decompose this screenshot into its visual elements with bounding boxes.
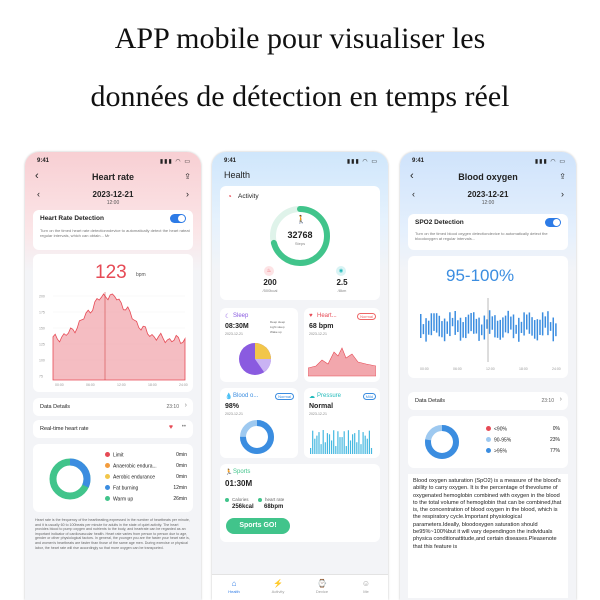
blood-oxygen-value: 98%	[225, 403, 240, 410]
heart-rate-value: 123	[95, 262, 127, 283]
pressure-value: Normal	[309, 403, 334, 410]
spo2-chart	[408, 296, 568, 376]
zone-label: Limit	[113, 452, 124, 459]
tab-health[interactable]: ⌂ Health	[212, 579, 256, 594]
heart-rate-chart	[33, 290, 193, 390]
legend-value: 0%	[552, 426, 560, 432]
tab-me[interactable]: ☺ Me	[344, 579, 388, 594]
tab-activity[interactable]: ⚡ Activity	[256, 579, 300, 594]
data-details-label: Data Details	[415, 398, 445, 404]
heart-date: 2023-12-21	[309, 332, 327, 336]
heart-rate-label: heart rate	[258, 497, 284, 502]
heart-status-badge: Normal	[357, 313, 376, 320]
status-icons: ▮▮▮ ◠ ▭	[159, 159, 191, 165]
status-time: 9:41	[224, 158, 237, 164]
heart-rate-description: Heart rate is the frequency of the heartbeating,expressed in the number of heartbeats per minute, and it is usually 60 to 100beats per minute for adults in the state of quiet activity. The heart provides blood to pump oxygen and nutrients to the body, and heartrate can be regarded as an important indicator of cardiovascular health. Heart rate varies from person to person due to age, gender or other physiological factors. In general, the younger you are the faster your heart rate is, and women's heartbeats are faster than those of the same age men. During exercise or physical labor, the heart rate will rise accordingly so that more oxygen can be transported.	[35, 518, 190, 550]
walking-icon: 🚶	[296, 215, 306, 224]
realtime-row[interactable]	[33, 420, 193, 438]
chevron-right-icon: ›	[559, 396, 562, 403]
spo2-legend-item	[486, 437, 560, 444]
heart-chart-card	[33, 254, 193, 392]
pressure-card[interactable]	[304, 388, 380, 458]
zone-item	[105, 463, 187, 470]
time-label: 12:00	[106, 200, 120, 206]
x-tick-label: 18:00	[519, 367, 528, 371]
health-screen	[212, 152, 388, 600]
heart-mini-chart	[308, 342, 376, 378]
zone-item	[105, 452, 187, 459]
spo2-detection-toggle[interactable]	[545, 218, 561, 227]
x-tick-label: 00:00	[55, 383, 64, 387]
user-icon: ☺	[361, 579, 371, 588]
zone-color-dot	[105, 463, 110, 468]
x-tick-label: 12:00	[486, 367, 495, 371]
y-tick-label: 150	[39, 326, 45, 331]
share-icon[interactable]: ⇪	[559, 172, 566, 181]
pressure-icon: ☁	[309, 394, 315, 400]
zone-value: 0min	[176, 452, 187, 458]
calories-value: 200	[263, 278, 277, 287]
location-icon: ◉	[336, 266, 346, 276]
x-tick-label: 00:00	[420, 367, 429, 371]
activity-label: Activity	[238, 193, 259, 200]
spo2-donut	[422, 422, 462, 462]
heart-icon: ♥	[309, 313, 313, 319]
activity-rings-icon: ◔	[227, 192, 232, 201]
legend-color-dot	[486, 426, 491, 431]
next-day-icon[interactable]: ›	[561, 189, 564, 199]
zone-label: Aerobic endurance	[113, 474, 155, 481]
zone-item	[105, 474, 187, 481]
blood-oxygen-date: 2023-12-21	[225, 412, 243, 416]
running-icon: 🏃	[225, 470, 233, 476]
tab-bar	[212, 574, 388, 600]
blood-oxygen-donut	[238, 418, 276, 456]
prev-day-icon[interactable]: ‹	[412, 189, 415, 199]
more-icon[interactable]: ••	[181, 424, 186, 430]
sleep-legend	[270, 320, 285, 335]
date-label: 2023-12-21	[92, 190, 134, 199]
distance-unit: /8km	[337, 288, 347, 293]
legend-value: 77%	[549, 448, 560, 454]
legend-light: Light sleep	[270, 325, 285, 329]
data-details-row[interactable]	[33, 398, 193, 416]
status-icons: ▮▮▮ ◠ ▭	[346, 159, 378, 165]
y-tick-label: 125	[39, 342, 45, 347]
sleep-duration: 08:30M	[225, 323, 249, 330]
legend-value: 23%	[549, 437, 560, 443]
legend-color-dot	[486, 448, 491, 453]
tab-device[interactable]: ⌚ Device	[300, 579, 344, 594]
pressure-mini-chart	[310, 426, 374, 454]
zone-label: Anaerobic endura...	[113, 463, 157, 470]
legend-color-dot	[486, 437, 491, 442]
back-icon[interactable]: ‹	[410, 170, 414, 182]
heart-value: 68 bpm	[309, 323, 334, 330]
spo2-legend-item	[486, 426, 560, 433]
next-day-icon[interactable]: ›	[186, 189, 189, 199]
x-tick-label: 06:00	[453, 367, 462, 371]
steps-unit: Steps	[294, 241, 306, 246]
heart-rate-screen	[25, 152, 201, 600]
heart-card[interactable]	[304, 308, 380, 382]
home-icon: ⌂	[231, 579, 237, 588]
spo2-distribution-card	[408, 416, 568, 468]
legend-wake: Wake up	[270, 330, 282, 334]
chevron-right-icon: ›	[184, 402, 187, 409]
sleep-title: Sleep	[233, 313, 249, 319]
zone-color-dot	[105, 474, 110, 479]
y-tick-label: 100	[39, 358, 45, 363]
legend-label: <90%	[494, 426, 507, 433]
x-tick-label: 06:00	[86, 383, 95, 387]
legend-label: >95%	[494, 448, 507, 455]
zone-item	[105, 485, 187, 492]
sleep-donut	[234, 338, 276, 380]
pressure-date: 2023-12-21	[309, 412, 327, 416]
sports-calories-value: 256kcal	[232, 504, 254, 510]
watch-icon: ⌚	[317, 579, 327, 588]
status-time: 9:41	[37, 158, 50, 164]
zone-card	[33, 444, 193, 512]
y-tick-label: 175	[39, 310, 45, 315]
spo2-value	[446, 266, 514, 286]
spo2-value-unit: %	[498, 266, 515, 285]
drop-icon: 💧	[225, 394, 233, 400]
sports-card[interactable]	[220, 464, 380, 542]
y-tick-label: 200	[39, 294, 45, 299]
back-icon[interactable]: ‹	[35, 170, 39, 182]
zone-donut	[47, 456, 93, 502]
spo2-legend-item	[486, 448, 560, 455]
distance-value: 2.5	[336, 278, 348, 287]
share-icon[interactable]: ⇪	[184, 172, 191, 181]
sleep-card[interactable]	[220, 308, 298, 382]
date-label: 2023-12-21	[467, 190, 509, 199]
activity-card[interactable]	[220, 186, 380, 300]
spo2-detection-card	[408, 214, 568, 250]
page-title: Heart rate	[91, 172, 135, 182]
zone-item	[105, 496, 187, 503]
y-tick-label: 75	[39, 374, 43, 379]
headline-line-1: APP mobile pour visualiser les	[114, 22, 486, 55]
zone-value: 12min	[173, 485, 187, 491]
sleep-date: 2023-12-21	[225, 332, 243, 336]
calories-unit: /500kcal	[262, 288, 278, 293]
steps-value: 32768	[287, 230, 313, 240]
sports-duration: 01:30M	[225, 479, 253, 488]
heart-title: Heart...	[317, 313, 337, 319]
detection-card	[33, 210, 193, 250]
x-tick-label: 18:00	[148, 383, 157, 387]
moon-icon: ☾	[225, 314, 231, 320]
data-details-label: Data Details	[40, 404, 70, 410]
detection-desc: Turn on the timed heart rate detectionndevice to automatically detect the heart rateat regular intervals, which can obtain... Mr	[40, 228, 190, 238]
spo2-description: Blood oxygen saturation (SpO2) is a measure of the blood's ability to carry oxygen. It is the percentage of thevolume of oxygenated hemoglobin combined with oxygen in the blood to the total volume of hemoglobin that can be combined,that is, the concentration of blood oxygen in the blood, which is the respiratory cycle.Important physiological parameters.Ideally, bloodoxygen saturation should be95%~100%but it will vary dependingon the individuals physica conditionattitude,and certain diseases.Pleasenote that this feature is	[408, 474, 568, 598]
pressure-title: Pressure	[317, 393, 342, 399]
status-time: 9:41	[412, 158, 425, 164]
blood-oxygen-card[interactable]	[220, 388, 298, 458]
zone-value: 0min	[176, 463, 187, 469]
activity-icon: ⚡	[273, 579, 283, 588]
detection-toggle[interactable]	[170, 214, 186, 223]
heart-rate-unit: bpm	[136, 272, 146, 278]
heart-icon: ♥	[168, 424, 173, 431]
zone-color-dot	[105, 485, 110, 490]
zone-value: 26min	[173, 496, 187, 502]
flame-icon: ♨	[264, 266, 274, 276]
x-tick-label: 24:00	[552, 367, 561, 371]
spo2-value-number: 95-100	[446, 266, 499, 285]
blood-oxygen-badge: Normal	[275, 393, 294, 400]
data-details-row[interactable]	[408, 392, 568, 410]
x-tick-label: 12:00	[117, 383, 126, 387]
calories-label: Calories	[225, 497, 249, 502]
x-tick-label: 24:00	[179, 383, 188, 387]
spo2-detection-desc: Turn on the timed blood oxygen detectiondevice to automatically detect the bloodoxygen at regular intervals...	[415, 231, 548, 241]
zone-label: Warm up	[113, 496, 134, 503]
zone-color-dot	[105, 496, 110, 501]
legend-deep: Deep sleep	[270, 320, 286, 324]
spo2-detection-title: SPO2 Detection	[415, 219, 464, 226]
blood-oxygen-title: Blood o...	[233, 393, 259, 399]
sports-go-button[interactable]: Sports GO!	[226, 518, 290, 534]
zone-value: 0min	[176, 474, 187, 480]
data-details-time: 23:10	[541, 398, 554, 404]
status-icons: ▮▮▮ ◠ ▭	[534, 159, 566, 165]
page-title: Blood oxygen	[458, 172, 518, 182]
legend-label: 90-95%	[494, 437, 512, 444]
data-details-time: 23:10	[166, 404, 179, 410]
sports-title: Sports	[233, 469, 251, 475]
time-label: 12:00	[481, 200, 495, 206]
prev-day-icon[interactable]: ‹	[37, 189, 40, 199]
realtime-label: Real-time heart rate	[40, 426, 89, 432]
zone-label: Fat burning	[113, 485, 139, 492]
zone-color-dot	[105, 452, 110, 457]
page-title: Health	[224, 170, 251, 180]
spo2-chart-card	[408, 256, 568, 378]
sports-heart-rate-value: 68bpm	[264, 504, 284, 510]
pressure-badge: Mild	[363, 393, 376, 400]
detection-title: Heart Rate Detection	[40, 215, 104, 222]
headline-line-2: données de détection en temps réel	[90, 80, 510, 113]
blood-oxygen-screen	[400, 152, 576, 600]
